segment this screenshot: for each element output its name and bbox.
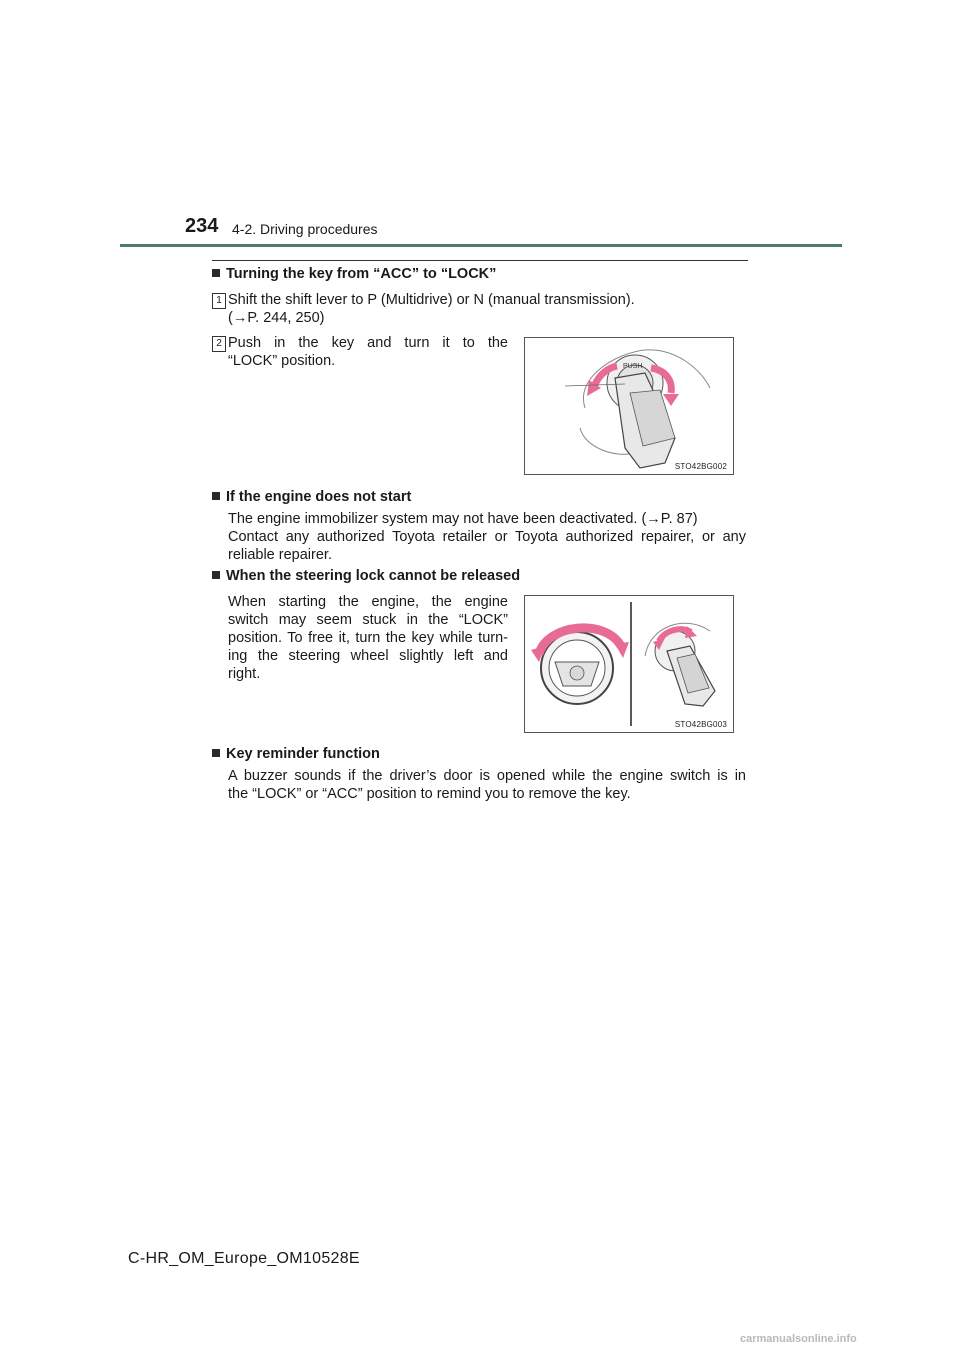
page-number: 234 xyxy=(185,215,219,237)
content-divider xyxy=(212,260,748,261)
heading-steering-lock: When the steering lock cannot be released xyxy=(212,568,520,584)
steering-lock-illustration xyxy=(525,596,733,732)
figure-code: STO42BG002 xyxy=(674,462,727,471)
key-reminder-text: A buzzer sounds if the driver’s door is opened while the engine switch is in the “LOCK” or “ACC” position to remind you to remove the key. xyxy=(228,768,746,802)
step-1-text: Shift the shift lever to P (Multidrive) or N (manual transmission). (→P. 244, 250) xyxy=(228,292,635,326)
heading-acc-to-lock: Turning the key from “ACC” to “LOCK” xyxy=(212,266,496,282)
key-turn-illustration xyxy=(525,338,733,474)
bullet-square-icon xyxy=(212,492,220,500)
bullet-square-icon xyxy=(212,749,220,757)
bullet-square-icon xyxy=(212,571,220,579)
watermark: carmanualsonline.info xyxy=(740,1333,857,1345)
header-divider xyxy=(120,244,842,247)
engine-not-start-text: The engine immobilizer system may not have been deactivated. (→P. 87) Contact any authorized Toyota retailer or Toyota authorized repairer, or any reliable repairer. xyxy=(228,511,746,563)
heading-key-reminder: Key reminder function xyxy=(212,746,380,762)
figure-code: STO42BG003 xyxy=(674,720,727,729)
bullet-square-icon xyxy=(212,269,220,277)
step-2-text: Push in the key and turn it to the “LOCK” position. xyxy=(228,335,508,369)
section-title: 4-2. Driving procedures xyxy=(232,221,378,237)
document-id: C-HR_OM_Europe_OM10528E xyxy=(128,1250,360,1267)
step-1-badge: 1 xyxy=(212,293,226,309)
step-2-badge: 2 xyxy=(212,336,226,352)
heading-engine-not-start: If the engine does not start xyxy=(212,489,411,505)
steering-lock-text: When starting the engine, the engine switch may seem stuck in the “LOCK” position. To free it, turn the key while turn- ing the steering wheel slightly left and right. xyxy=(228,594,508,682)
push-label: PUSH xyxy=(623,363,643,370)
figure-key-turn xyxy=(524,337,734,475)
figure-steering-lock xyxy=(524,595,734,733)
